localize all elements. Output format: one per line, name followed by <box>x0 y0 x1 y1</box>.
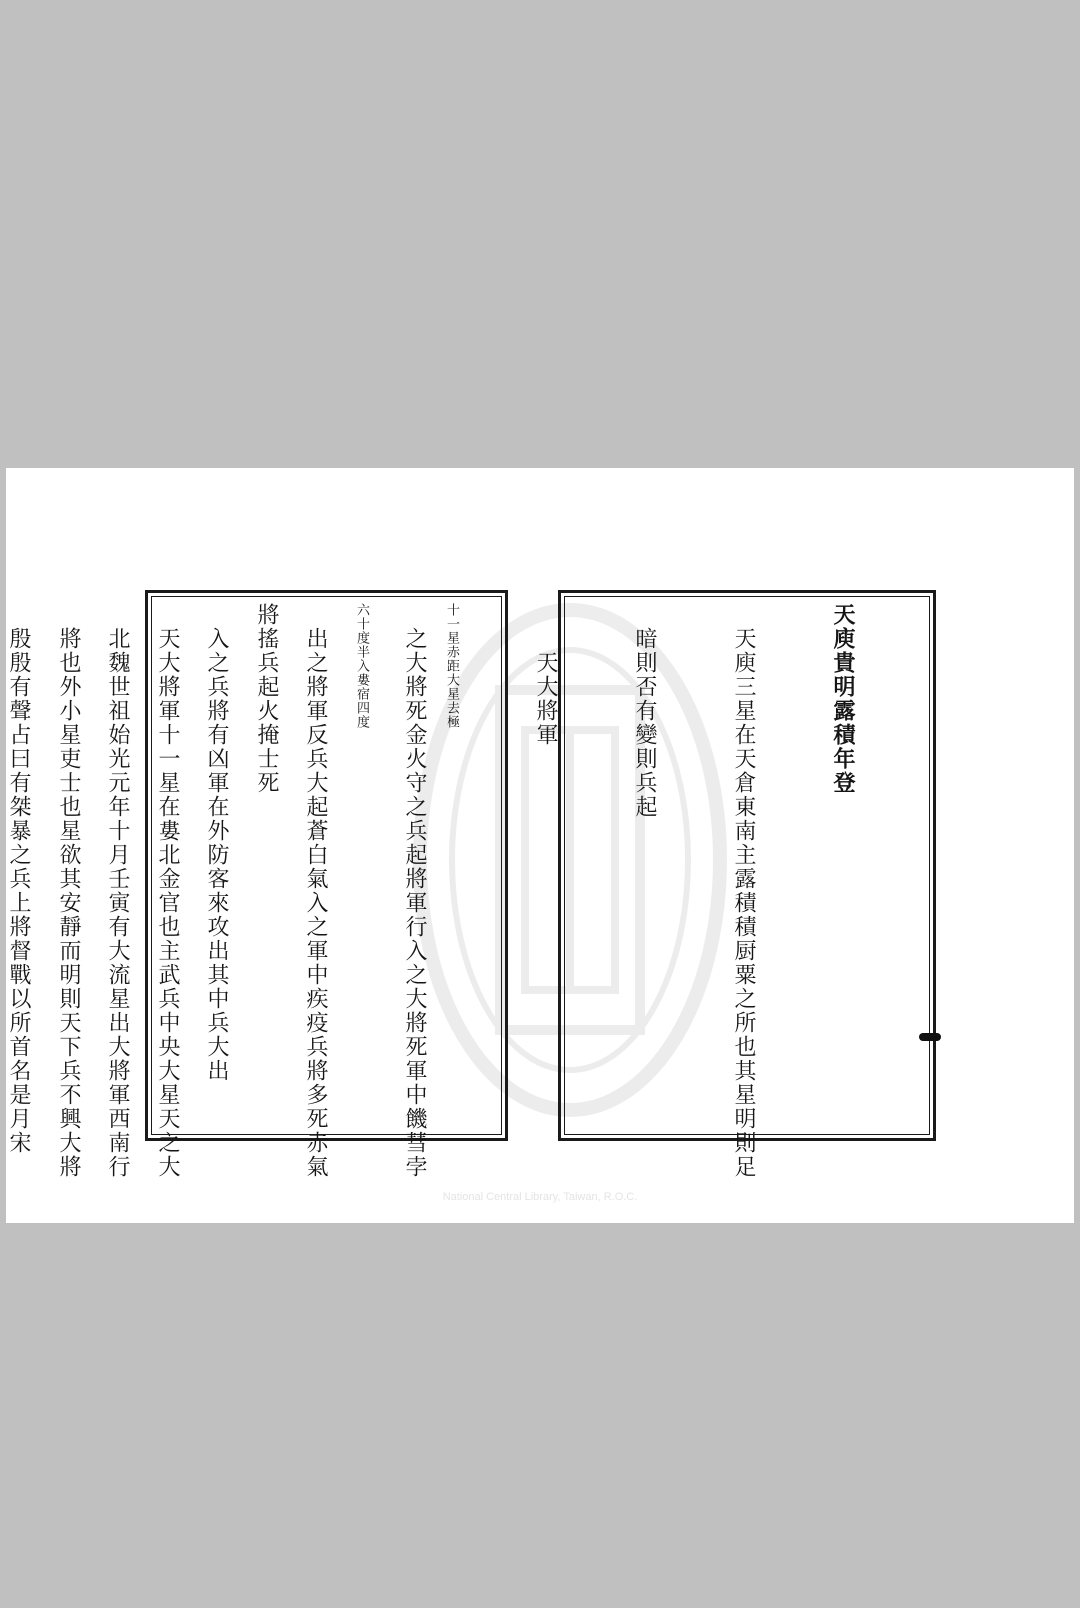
text-column: 將也外小星吏士也星欲其安靜而明則天下兵不興大將 <box>56 627 81 1179</box>
document-viewer <box>6 468 1074 1223</box>
scanned-page-spread <box>6 580 942 1179</box>
text-column: 天大將軍 <box>533 651 558 747</box>
text-column: 將搖兵起火掩士死 <box>254 603 279 795</box>
library-credit: National Central Library, Taiwan, R.O.C. <box>442 1191 638 1203</box>
text-column: 入之兵將有凶軍在外防客來攻出其中兵大出 <box>204 627 229 1083</box>
annotation-column: 十一星赤距大星去極 <box>444 603 459 729</box>
text-column: 北魏世祖始光元年十月壬寅有大流星出大將軍西南行 <box>105 627 130 1179</box>
text-column: 天大將軍十一星在婁北金官也主武兵中央大星天之大 <box>155 627 180 1179</box>
text-column: 殷殷有聲占曰有桀暴之兵上將督戰以所首名是月宋 <box>6 627 31 1155</box>
text-column: 天庾三星在天倉東南主露積積厨粟之所也其星明則足 <box>731 627 756 1179</box>
annotation-column: 六十度半入婁宿四度 <box>354 603 369 729</box>
text-column: 暗則否有變則兵起 <box>632 627 657 819</box>
text-column: 之大將死金火守之兵起將軍行入之大將死軍中饑彗孛 <box>402 627 427 1179</box>
binding-mark <box>919 1033 941 1041</box>
section-title: 天庾貴明露積年登 <box>830 603 856 795</box>
text-column: 出之將軍反兵大起蒼白氣入之軍中疾疫兵將多死赤氣 <box>303 627 328 1179</box>
